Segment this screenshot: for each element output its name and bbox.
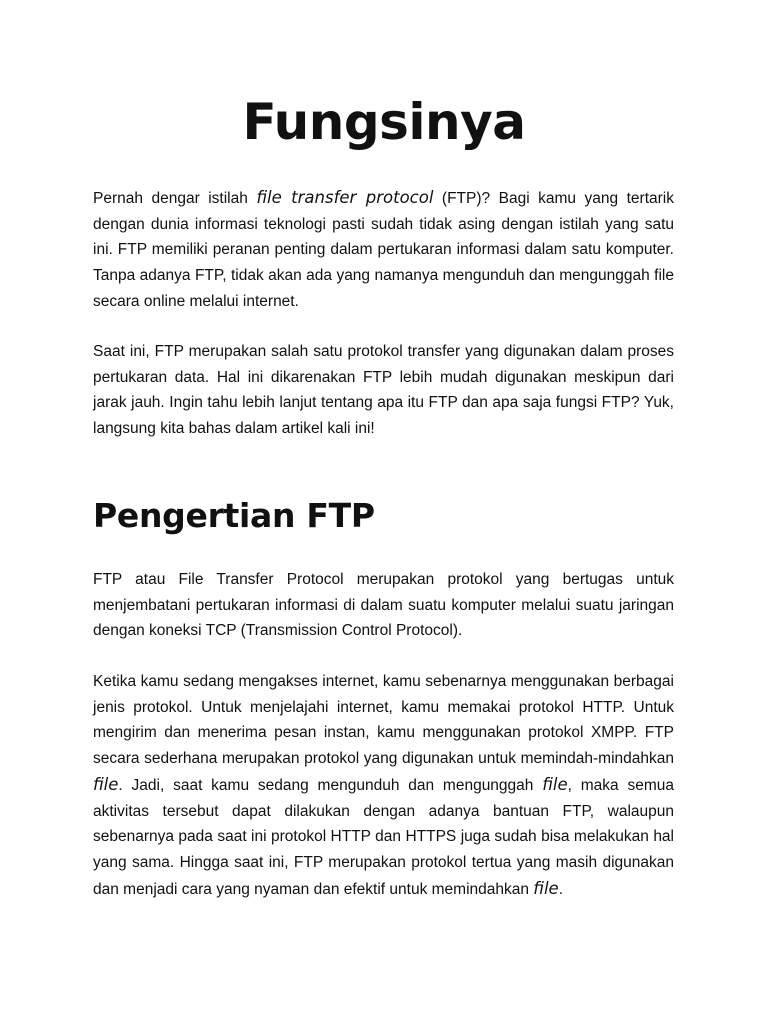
p1-text-c: (FTP)? Bagi kamu yang tertarik dengan dunia informasi teknologi pasti sudah tidak asing dengan istilah yang satu ini. FTP memiliki peranan penting dalam pertukaran informasi dalam satu komputer. Tanpa adanya FTP, tidak akan ada yang namanya mengunduh dan mengunggah file secara online melalui internet. [93,190,674,310]
p4-text-a: Ketika kamu sedang mengakses internet, kamu sebenarnya menggunakan berbagai jenis protokol. Untuk menjelajahi internet, kamu memakai protokol HTTP. Untuk mengirim dan menerima pesan instan, kamu menggunakan protokol XMPP. FTP secara sederhana merupakan protokol yang digunakan untuk memindah-mindahkan [93,673,674,768]
p4-italic-file-2: file [542,774,568,794]
explanation-paragraph [93,669,674,902]
p4-italic-file-3: file [533,878,559,898]
intro-paragraph-1 [93,185,674,315]
p1-text-a: Pernah dengar istilah [93,190,257,207]
section-heading: Pengertian FTP [93,496,375,535]
p4-italic-file-1: file [93,774,119,794]
intro-paragraph-2: Saat ini, FTP merupakan salah satu protokol transfer yang digunakan dalam proses pertukaran data. Hal ini dikarenakan FTP lebih mudah digunakan meskipun dari jarak jauh. Ingin tahu lebih lanjut tentang apa itu FTP dan apa saja fungsi FTP? Yuk, langsung kita bahas dalam artikel kali ini! [93,343,674,438]
definition-paragraph: FTP atau File Transfer Protocol merupakan protokol yang bertugas untuk menjembatani pertukaran informasi di dalam suatu komputer melalui suatu jaringan dengan koneksi TCP (Transmission Control Protocol). [93,571,674,640]
p4-text-e: , maka semua aktivitas tersebut dapat dilakukan dengan adanya bantuan FTP, walaupun sebenarnya pada saat ini protokol HTTP dan HTTPS juga sudah bisa melakukan hal yang sama. Hingga saat ini, FTP merupakan protokol tertua yang masih digunakan dan menjadi cara yang nyaman dan efektif untuk memindahkan [93,776,674,898]
p4-text-g: . [558,880,564,898]
page-title: Fungsinya [242,93,526,151]
p1-italic-term: file transfer protocol [256,188,434,207]
p4-text-c: . Jadi, saat kamu sedang mengunduh dan mengunggah [118,776,543,794]
